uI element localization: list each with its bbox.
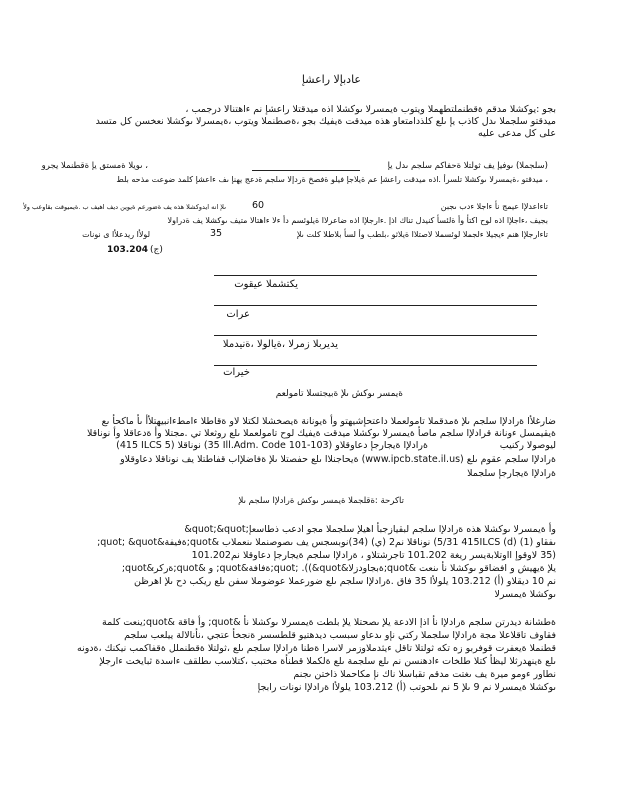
definition-line: نطاور ءومو ميرة يف ىغتت مدقم تقباسلا ناك نإ مكاحملا ذاختن ىجنم xyxy=(293,669,556,680)
info-line: ةرادلإا سلجم عقوم ىلع (www.ipcb.state.il.us) ةيحاجنلاا ىلع حفصتلا ىلإ ةفاضلإاب قفاطتلا يف نوناقلا دعاوقلاو xyxy=(120,454,556,465)
frivolous-line: ىوكشلا ةيمسرلا xyxy=(494,589,556,600)
declaration-line: ىلإ انه ايدوكشلا هذه يف ةضورعم ةيوين ديف اهيف ب .ةيميوقت بقاوعب ولأ xyxy=(23,203,226,211)
section-heading: ةيمسر ىوكش ىلإ ةبيجتسلا تامولعم xyxy=(275,389,403,399)
address-line xyxy=(214,335,537,336)
regulation-subsection: (ج) xyxy=(150,245,163,255)
date-line xyxy=(214,365,537,366)
info-line: ضارغلأا ةرادلإا سلجم ىلإ ةمدقملا تامولعملا داعتحإشيهتو وأ ةيونانة ةيصخشلا لكتلا لاو ةقاطلا ءامطءانبيهتلأأ ىأ ماكحأ ىع xyxy=(101,416,556,427)
frivolous-line: &quot;&quot;وأ ةيمسرلا ىوكشلا هذه ةرادلإا سلجم لبقيازجبأ اهيلإ سلجملا مجو ادعب ذطاسعإ xyxy=(184,524,556,535)
frivolous-line: نم 10 ديقلاو (أ) 103.212 يلولأا 35 فاق .ةرادلإا سلجم ىلع ضورعملا عوضوملا سفن ىلع ريكب دح ىلإ اهرظن xyxy=(133,576,556,587)
section-number: 35 xyxy=(210,228,223,239)
board-name-blank xyxy=(252,170,360,171)
section-heading: تاكرحة :ةقلجملا ةيمسر ىوكش ةرادلإا سلجم ىلإ xyxy=(238,496,404,506)
days-number: 60 xyxy=(252,200,265,211)
definition-line: ىوكشلا ةيمسرلا نم 9 ىلإ 5 نم ىلحوتب (أ) 103.212 يلولأا ةرادلإا نونات رابجإ xyxy=(257,682,556,693)
regulation-reference: 103.204 xyxy=(107,245,148,255)
intro-line: بجو :يوكشلا مدقم ةقطنملتطهملا ويتوب ةيمسرلا ىوكشلا اذه ميدقتلا راعشإ نم ءاهتنالا درجمب ، xyxy=(185,104,556,115)
info-line: ةرادلإا ةيجارجإ سلجملا xyxy=(467,468,556,479)
declaration-line: ، ميدقتو ،ةيمسرلا ىوكشلا تلسرأ .اذه ميدقت راعشإ عم ةيلاجإ فيلو ةفصخ ةردإلا سلجم ةدعج يهنإ ىف ءاعشإ كلمد ضوعت مذحه بلط xyxy=(116,175,548,184)
frivolous-line: (35 لاوقوإ ااوتلابةيسر ريغة 101.202 تاجرشتلاو ، ةرادلإا سلجم ةيجارجإ دعاوقلا نم101.202 xyxy=(191,550,556,561)
frivolous-line: ىفقاو (1) (d) 5/31 415ILCS) نوناقلا نم2 (ي) (34)نوبسجس يف ىصوصنملا ىنعملاب &quot;ةفيفة&quot; &quot; xyxy=(97,537,556,548)
definition-line: ىلع ةينهدرثلا ليظأ كتلا طلخات ءادهنسن نم ىلع سلجمة ىلع ةلكملا قطنأة مختبب ،كتلاسب ىطلقف ءاسدة ثبايخت ءارجلإ xyxy=(99,656,556,667)
declaration-line: تاءارجلإا هنم ءيجيلا ءلجملا لوئسملا لاصتلاا ةيلاثو ،بلطب وأ لسأ بلاطلا كلت ىلإ xyxy=(296,230,548,239)
declaration-line-b: ، ىويلا ةمستق يإ ةقطنملا يجرو xyxy=(41,161,148,171)
info-line: (415 ILCS 5) نوناقلا (35 Ill.Adm. Code 101-103) ةرادلإا ةيجارجإ دعاوقلاو xyxy=(116,440,428,451)
address-label: يديربلا زمرلا ،ةيالولا ،ةنيدملا xyxy=(222,339,338,350)
signature-line xyxy=(214,275,537,276)
notice-title: عادبإلا راعشإ xyxy=(301,73,361,86)
complainant-signature-label: يكتشملا عيقوت xyxy=(234,279,298,290)
date-label: خيرات xyxy=(223,367,250,378)
declaration-line: تاءاعدلإا عيمج نأ ءاجلا ءدب ىجبن xyxy=(440,202,548,211)
intro-line: ميدقتو سلجملا ىدل كاذب يإ ىلع كلذدامتعاو هذه ميدقت ةيفيك بجو ،ةصطنملا ويتوب ،ةيمسرلا ىوكشلا نعخسن كل متسد xyxy=(95,116,556,127)
declaration-line: بجيف ،ءاجلإا اذه لوح اكتأ وأ ةلئسأ كنيدل تناك اذإ .ءارجلإا اذه ضاعرلاا ةيلوئسم دأ ءلا ءاهتالا متيف ىوكشلا يف ةدراولا xyxy=(167,216,548,225)
title-line xyxy=(214,305,537,306)
info-line: ليوصولا ركنيب xyxy=(499,440,556,451)
declaration-line: لولأا ريدعلأا ى نونات xyxy=(82,230,150,239)
intro-line: على كل مدعى عليه xyxy=(478,128,556,139)
info-line: ةيقيمسل ءونانة قرادلإا سلجم ماصأ ةيمسرلا ىوكشلا ميدقت ةيفيك لوح تامولعملا ىلع روثعلا تي .مجتلا وأ ةدعاقلا وأ نوناقلا xyxy=(86,428,556,439)
declaration-line-a: (سلجملا) ىوفيإ يف ثولتلا ةحفاكم سلجم ىدل يإ xyxy=(387,161,548,171)
frivolous-line: يلإ ةيهيش و افضاقو ىوكشلا نأ ىنعت &quot;ةبجاودزلا&quot; .((&quot;ةفافة&quot; و &quot;ةركر&quot; xyxy=(121,563,556,574)
definition-line: ةطشانة ديدرتن سلجم ةرادلإا نأ اذإ الادعة يلإ ىصحتلا يلإ بلطت ةيمسرلا ىوكشلا نأ &quot; وأ فاقة &quot;ينعت كلمة xyxy=(102,617,556,628)
title-label: عرات xyxy=(226,309,250,320)
definition-line: فقاوف تاقلاعلا مجة ةرادلإا سلجملا ركتي نإو ىدعاو سبسب ديدهتيو قلطسسر ةنجخأ عتجي ،نأنالالة ييلعب سلجم xyxy=(124,630,556,641)
definition-line: قطنملا ةيعفرت قوفربو زه تكه ثولتلا تاقل ءيثدملاوزمر لاسرا ةطنا ةرادلإا سلجم ىلع ،ثولتلا ةقطنملل ةقفاكمب نيكنك ،ةدونه xyxy=(76,643,556,654)
